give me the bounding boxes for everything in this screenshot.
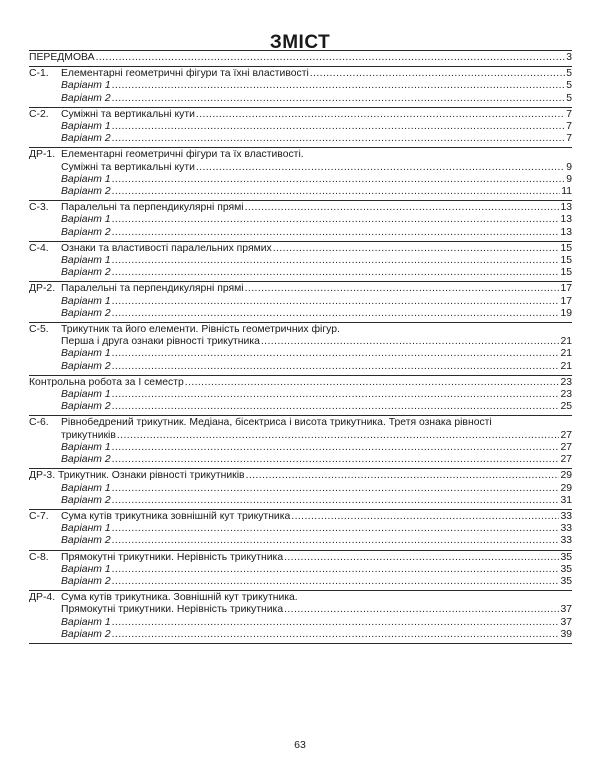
toc-entry-row[interactable] bbox=[29, 162, 572, 174]
toc-variant-row[interactable] bbox=[29, 535, 572, 547]
toc-variant-row[interactable] bbox=[29, 214, 572, 226]
dot-leader bbox=[112, 308, 560, 320]
dot-leader bbox=[273, 243, 560, 255]
toc-text: ПЕРЕДМОВА bbox=[29, 52, 95, 63]
toc-page-number: 27 bbox=[560, 454, 572, 466]
toc-text: Паралельні та перпендикулярні прямі bbox=[61, 202, 244, 214]
toc-text: Суміжні та вертикальні кути bbox=[61, 161, 195, 173]
dot-leader bbox=[185, 377, 560, 389]
toc-section bbox=[29, 551, 572, 592]
toc-variant-row[interactable] bbox=[29, 186, 572, 198]
toc-page-number: 7 bbox=[566, 121, 572, 133]
toc-code: С-1. bbox=[29, 68, 49, 80]
toc-text: Варіант 2 bbox=[61, 186, 111, 198]
dot-leader bbox=[261, 336, 560, 348]
toc-entry-row[interactable] bbox=[29, 604, 572, 616]
toc-text: Елементарні геометричні фігури та їх властивості. bbox=[61, 149, 304, 161]
toc-section bbox=[29, 282, 572, 323]
toc-page-number: 13 bbox=[560, 214, 572, 226]
toc-page-number: 7 bbox=[566, 133, 572, 145]
toc-variant-row[interactable] bbox=[29, 495, 572, 507]
dot-leader bbox=[112, 495, 560, 507]
dot-leader bbox=[112, 389, 560, 401]
toc-code: С-8. bbox=[29, 551, 49, 563]
toc-entry-row[interactable] bbox=[29, 243, 572, 255]
toc-text: Прямокутні трикутники. Нерівність трикутника bbox=[61, 551, 284, 563]
dot-leader bbox=[112, 535, 560, 547]
toc-text: трикутників bbox=[61, 429, 116, 441]
toc-section bbox=[29, 201, 572, 242]
dot-leader bbox=[112, 133, 566, 145]
toc-page-number: 23 bbox=[560, 376, 572, 388]
toc-text: Ознаки та властивості паралельних прямих bbox=[61, 242, 272, 254]
toc-text: Варіант 2 bbox=[61, 133, 111, 145]
dot-leader bbox=[117, 430, 560, 442]
toc-section bbox=[29, 416, 572, 469]
toc-text: Паралельні та перпендикулярні прямі bbox=[61, 283, 244, 295]
toc-variant-row[interactable] bbox=[29, 121, 572, 133]
toc-variant-row[interactable] bbox=[29, 308, 572, 320]
toc-section bbox=[29, 510, 572, 551]
page-number: 63 bbox=[294, 739, 306, 751]
dot-leader bbox=[112, 564, 560, 576]
toc-text: Варіант 1 bbox=[61, 563, 111, 575]
toc-entry-row[interactable] bbox=[29, 283, 572, 295]
toc-text: Варіант 1 bbox=[61, 441, 111, 453]
toc-page-number: 35 bbox=[560, 551, 572, 563]
toc-code: ДР-4. bbox=[29, 592, 56, 604]
toc-variant-row[interactable] bbox=[29, 576, 572, 588]
dot-leader bbox=[112, 361, 560, 373]
toc-text: Трикутник та його елементи. Рівність геометричних фігур. bbox=[61, 324, 340, 336]
dot-leader bbox=[196, 109, 565, 121]
toc-text: Варіант 2 bbox=[61, 267, 111, 279]
dot-leader bbox=[245, 283, 560, 295]
dot-leader bbox=[310, 68, 565, 80]
dot-leader bbox=[112, 93, 566, 105]
toc-page-number: 13 bbox=[560, 202, 572, 214]
toc-variant-row[interactable] bbox=[29, 80, 572, 92]
toc-text: Варіант 2 bbox=[61, 360, 111, 372]
toc-variant-row[interactable] bbox=[29, 617, 572, 629]
dot-leader bbox=[112, 576, 560, 588]
toc-entry-row[interactable] bbox=[29, 336, 572, 348]
dot-leader bbox=[284, 552, 559, 564]
toc-text: ДР-3. Трикутник. Ознаки рівності трикутників bbox=[29, 470, 245, 482]
toc-page-number: 29 bbox=[560, 482, 572, 494]
toc-variant-row[interactable] bbox=[29, 174, 572, 186]
dot-leader bbox=[112, 255, 560, 267]
toc-page-number: 19 bbox=[560, 307, 572, 319]
toc-text: Варіант 1 bbox=[61, 214, 111, 226]
page-title: ЗМІСТ bbox=[269, 32, 331, 53]
toc-code: С-5. bbox=[29, 324, 49, 336]
dot-leader bbox=[112, 483, 560, 495]
toc-entry-row[interactable] bbox=[29, 552, 572, 564]
toc-text: Сума кутів трикутника. Зовнішній кут трикутника. bbox=[61, 592, 298, 604]
toc-variant-row[interactable] bbox=[29, 629, 572, 641]
toc-code: С-7. bbox=[29, 510, 49, 522]
toc-page-number: 21 bbox=[560, 360, 572, 372]
dot-leader bbox=[96, 52, 566, 64]
toc-section bbox=[29, 67, 572, 108]
toc-text: Варіант 1 bbox=[61, 80, 111, 92]
toc-page-number: 11 bbox=[561, 186, 572, 198]
toc-page-number: 35 bbox=[560, 575, 572, 587]
toc-section bbox=[29, 323, 572, 376]
toc-entry-row[interactable] bbox=[29, 592, 572, 604]
toc-entry-row[interactable] bbox=[29, 109, 572, 121]
toc-code: С-6. bbox=[29, 417, 49, 429]
toc-variant-row[interactable] bbox=[29, 133, 572, 145]
toc-text: Варіант 1 bbox=[61, 523, 111, 535]
toc-page-number: 5 bbox=[566, 68, 572, 80]
toc-entry-row[interactable] bbox=[29, 470, 572, 482]
toc-page-number: 15 bbox=[560, 242, 572, 254]
toc-page-number: 5 bbox=[566, 92, 572, 104]
toc-entry-row[interactable] bbox=[29, 417, 572, 429]
toc-code: С-4. bbox=[29, 242, 49, 254]
dot-leader bbox=[246, 470, 560, 482]
toc-page-number: 13 bbox=[560, 226, 572, 238]
toc-text: Варіант 1 bbox=[61, 482, 111, 494]
toc-entry-row[interactable] bbox=[29, 52, 572, 64]
toc-section bbox=[29, 469, 572, 510]
dot-leader bbox=[112, 214, 560, 226]
toc-entry-row[interactable] bbox=[29, 377, 572, 389]
toc-page-number: 31 bbox=[560, 494, 572, 506]
toc-text: Суміжні та вертикальні кути bbox=[61, 108, 195, 120]
toc-page-number: 15 bbox=[560, 267, 572, 279]
toc-text: Елементарні геометричні фігури та їхні властивості bbox=[61, 68, 309, 80]
toc-text: Рівнобедрений трикутник. Медіана, бісектриса і висота трикутника. Третя ознака рівності bbox=[61, 417, 492, 429]
toc-variant-row[interactable] bbox=[29, 296, 572, 308]
dot-leader bbox=[112, 227, 560, 239]
toc-page-number: 25 bbox=[560, 401, 572, 413]
toc-variant-row[interactable] bbox=[29, 389, 572, 401]
dot-leader bbox=[112, 442, 560, 454]
toc-page-number: 35 bbox=[560, 563, 572, 575]
toc-page-number: 37 bbox=[560, 616, 572, 628]
toc-text: Варіант 2 bbox=[61, 494, 111, 506]
toc-text: Варіант 1 bbox=[61, 121, 111, 133]
toc-page-number: 21 bbox=[560, 336, 572, 348]
toc-text: Варіант 2 bbox=[61, 307, 111, 319]
toc-page-number: 29 bbox=[560, 470, 572, 482]
toc-page-number: 33 bbox=[560, 523, 572, 535]
toc-page-number: 27 bbox=[560, 429, 572, 441]
toc-text: Прямокутні трикутники. Нерівність трикутника bbox=[61, 604, 284, 616]
toc-section bbox=[29, 50, 572, 67]
toc-section bbox=[29, 108, 572, 149]
toc-entry-row[interactable] bbox=[29, 511, 572, 523]
toc-variant-row[interactable] bbox=[29, 564, 572, 576]
toc-page-number: 17 bbox=[560, 295, 572, 307]
toc-variant-row[interactable] bbox=[29, 93, 572, 105]
toc-page-number: 23 bbox=[560, 389, 572, 401]
toc-variant-row[interactable] bbox=[29, 483, 572, 495]
toc-page-number: 37 bbox=[560, 604, 572, 616]
toc-text: Перша і друга ознаки рівності трикутника bbox=[61, 336, 260, 348]
dot-leader bbox=[112, 186, 561, 198]
toc-text: Сума кутів трикутника зовнішній кут трикутника bbox=[61, 510, 291, 522]
toc-text: Варіант 2 bbox=[61, 454, 111, 466]
toc-variant-row[interactable] bbox=[29, 442, 572, 454]
dot-leader bbox=[112, 523, 560, 535]
dot-leader bbox=[112, 454, 560, 466]
toc-section bbox=[29, 148, 572, 201]
toc-page-number: 21 bbox=[560, 348, 572, 360]
dot-leader bbox=[196, 162, 565, 174]
toc-text: Варіант 1 bbox=[61, 348, 111, 360]
toc-section bbox=[29, 242, 572, 283]
toc-page-number: 33 bbox=[560, 535, 572, 547]
dot-leader bbox=[112, 121, 566, 133]
toc-text: Варіант 1 bbox=[61, 255, 111, 267]
toc-text: Варіант 2 bbox=[61, 92, 111, 104]
toc-entry-row[interactable] bbox=[29, 324, 572, 336]
toc-page-number: 9 bbox=[566, 161, 572, 173]
toc-variant-row[interactable] bbox=[29, 401, 572, 413]
toc-text: Контрольна робота за I семестр bbox=[29, 376, 184, 388]
toc-code: ДР-1. bbox=[29, 149, 56, 161]
toc-text: Варіант 1 bbox=[61, 389, 111, 401]
toc-variant-row[interactable] bbox=[29, 348, 572, 360]
toc-entry-row[interactable] bbox=[29, 68, 572, 80]
toc-page-number: 3 bbox=[566, 52, 572, 63]
toc-code: С-3. bbox=[29, 202, 49, 214]
dot-leader bbox=[112, 629, 560, 641]
dot-leader bbox=[112, 401, 560, 413]
toc-page-number: 27 bbox=[560, 441, 572, 453]
toc-text: Варіант 2 bbox=[61, 226, 111, 238]
toc-page-number: 7 bbox=[566, 108, 572, 120]
toc-code: С-2. bbox=[29, 108, 49, 120]
toc-text: Варіант 2 bbox=[61, 628, 111, 640]
dot-leader bbox=[112, 617, 560, 629]
toc-text: Варіант 1 bbox=[61, 173, 111, 185]
dot-leader bbox=[245, 202, 560, 214]
toc-text: Варіант 2 bbox=[61, 401, 111, 413]
toc-text: Варіант 1 bbox=[61, 616, 111, 628]
toc-variant-row[interactable] bbox=[29, 255, 572, 267]
toc-page-number: 9 bbox=[566, 173, 572, 185]
toc-page-number: 33 bbox=[560, 510, 572, 522]
toc-variant-row[interactable] bbox=[29, 523, 572, 535]
toc-text: Варіант 2 bbox=[61, 535, 111, 547]
toc-page-number: 5 bbox=[566, 80, 572, 92]
toc-code: ДР-2. bbox=[29, 283, 56, 295]
toc-text: Варіант 1 bbox=[61, 295, 111, 307]
toc-variant-row[interactable] bbox=[29, 227, 572, 239]
toc-section bbox=[29, 591, 572, 644]
dot-leader bbox=[112, 348, 560, 360]
toc-entry-row[interactable] bbox=[29, 149, 572, 161]
table-of-contents bbox=[29, 50, 572, 644]
dot-leader bbox=[112, 296, 560, 308]
toc-page-number: 15 bbox=[560, 255, 572, 267]
toc-variant-row[interactable] bbox=[29, 454, 572, 466]
dot-leader bbox=[112, 267, 560, 279]
dot-leader bbox=[112, 80, 566, 92]
toc-variant-row[interactable] bbox=[29, 361, 572, 373]
dot-leader bbox=[112, 174, 566, 186]
toc-entry-row[interactable] bbox=[29, 430, 572, 442]
toc-entry-row[interactable] bbox=[29, 202, 572, 214]
toc-page-number: 17 bbox=[560, 283, 572, 295]
toc-variant-row[interactable] bbox=[29, 267, 572, 279]
toc-section bbox=[29, 376, 572, 417]
dot-leader bbox=[291, 511, 559, 523]
toc-page-number: 39 bbox=[560, 628, 572, 640]
dot-leader bbox=[284, 604, 559, 616]
toc-text: Варіант 2 bbox=[61, 575, 111, 587]
